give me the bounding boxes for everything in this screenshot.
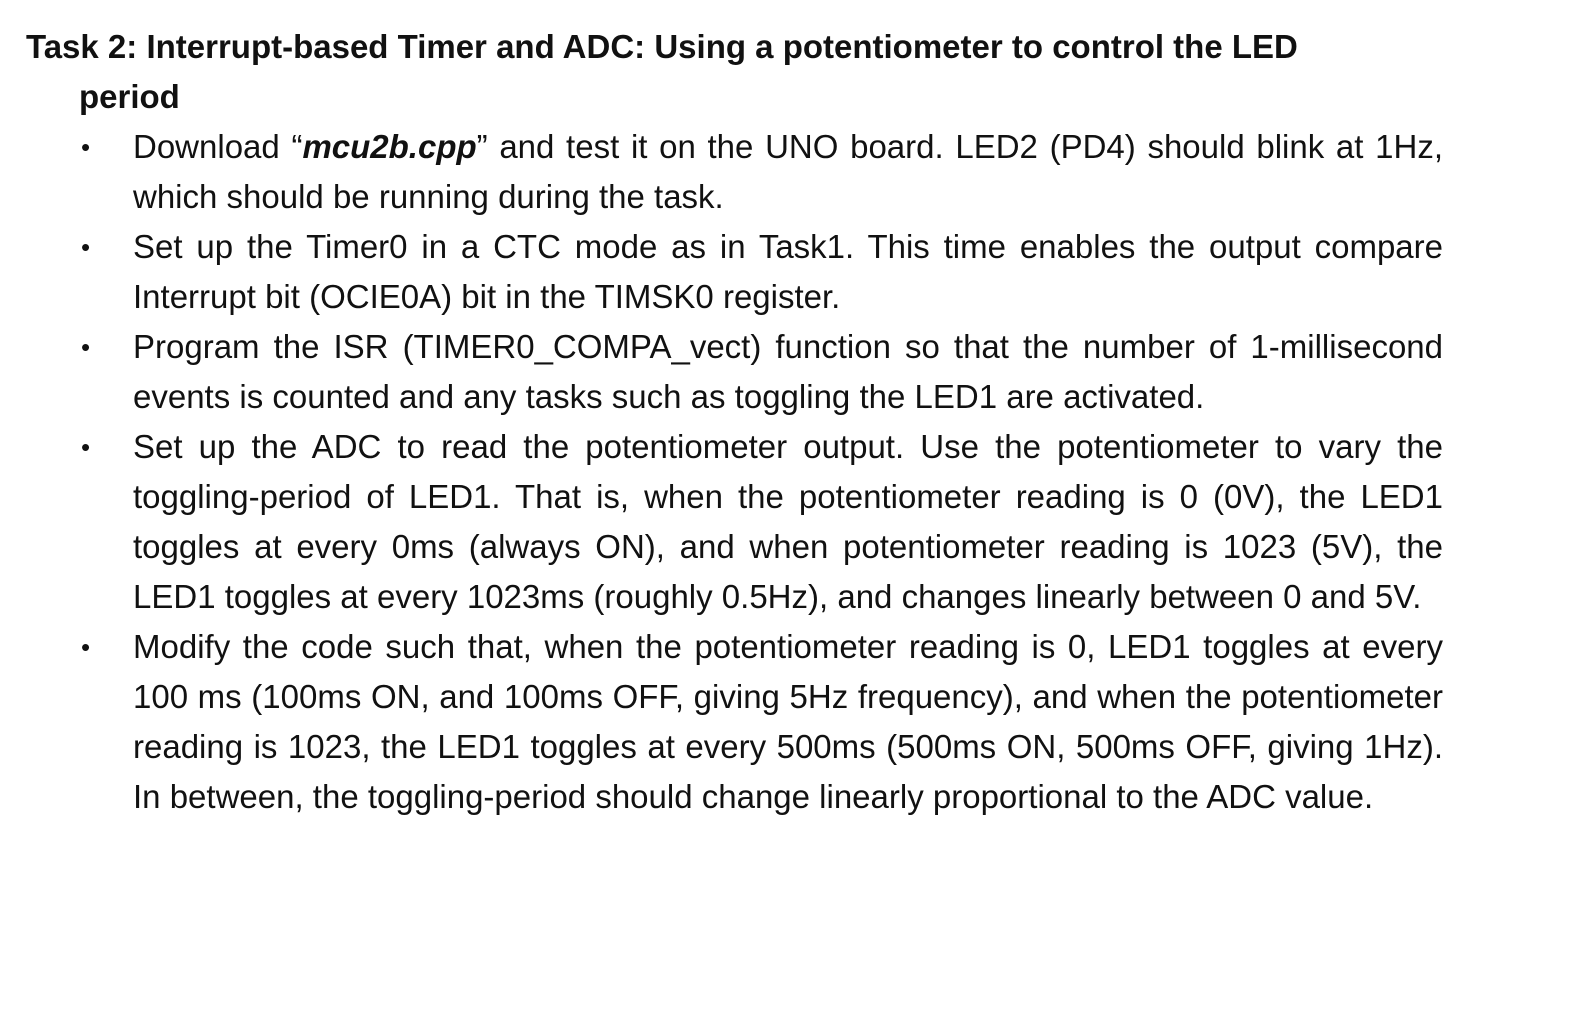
task-heading-line1: Task 2: Interrupt-based Timer and ADC: Using a potentiometer to control the LED <box>26 28 1298 65</box>
list-item-text: Set up the ADC to read the potentiometer output. Use the potentiometer to vary the toggling-period of LED1. That is, when the potentiometer reading is 0 (0V), the LED1 toggles at every 0ms (always ON), and when potentiometer reading is 1023 (5V), the LED1 toggles at every 1023ms (roughly 0.5Hz), and changes linearly between 0 and 5V. <box>133 428 1443 615</box>
bullet-icon: • <box>81 132 91 162</box>
list-item-text: Modify the code such that, when the potentiometer reading is 0, LED1 toggles at every 100 ms (100ms ON, and 100ms OFF, giving 5Hz frequency), and when the potentiometer reading is 1023, the LED1 toggles at every 500ms (500ms ON, 500ms OFF, giving 1Hz). In between, the toggling-period should change linearly proportional to the ADC value. <box>133 628 1443 815</box>
bullet-icon: • <box>81 432 91 462</box>
list-item-timer0 <box>0 222 1576 322</box>
list-item-adc <box>0 422 1576 622</box>
list-item-text: Set up the Timer0 in a CTC mode as in Task1. This time enables the output compare Interrupt bit (OCIE0A) bit in the TIMSK0 register. <box>133 228 1443 315</box>
download-text-before: Download “ <box>133 128 303 165</box>
list-item-text: Program the ISR (TIMER0_COMPA_vect) function so that the number of 1-millisecond events is counted and any tasks such as toggling the LED1 are activated. <box>133 328 1443 415</box>
task-heading-line2: period <box>79 78 180 115</box>
task-bullet-list <box>0 122 1576 822</box>
list-item-modify <box>0 622 1576 822</box>
filename-text: mcu2b.cpp <box>302 128 477 165</box>
bullet-icon: • <box>81 232 91 262</box>
bullet-icon: • <box>81 632 91 662</box>
list-item-text <box>133 122 1443 222</box>
task-heading <box>26 22 1456 122</box>
bullet-icon: • <box>81 332 91 362</box>
download-text-after: ” and test it on the UNO board. LED2 (PD4) should blink at 1Hz, which should be running during the task. <box>133 128 1443 215</box>
list-item-download <box>0 122 1576 222</box>
list-item-isr <box>0 322 1576 422</box>
